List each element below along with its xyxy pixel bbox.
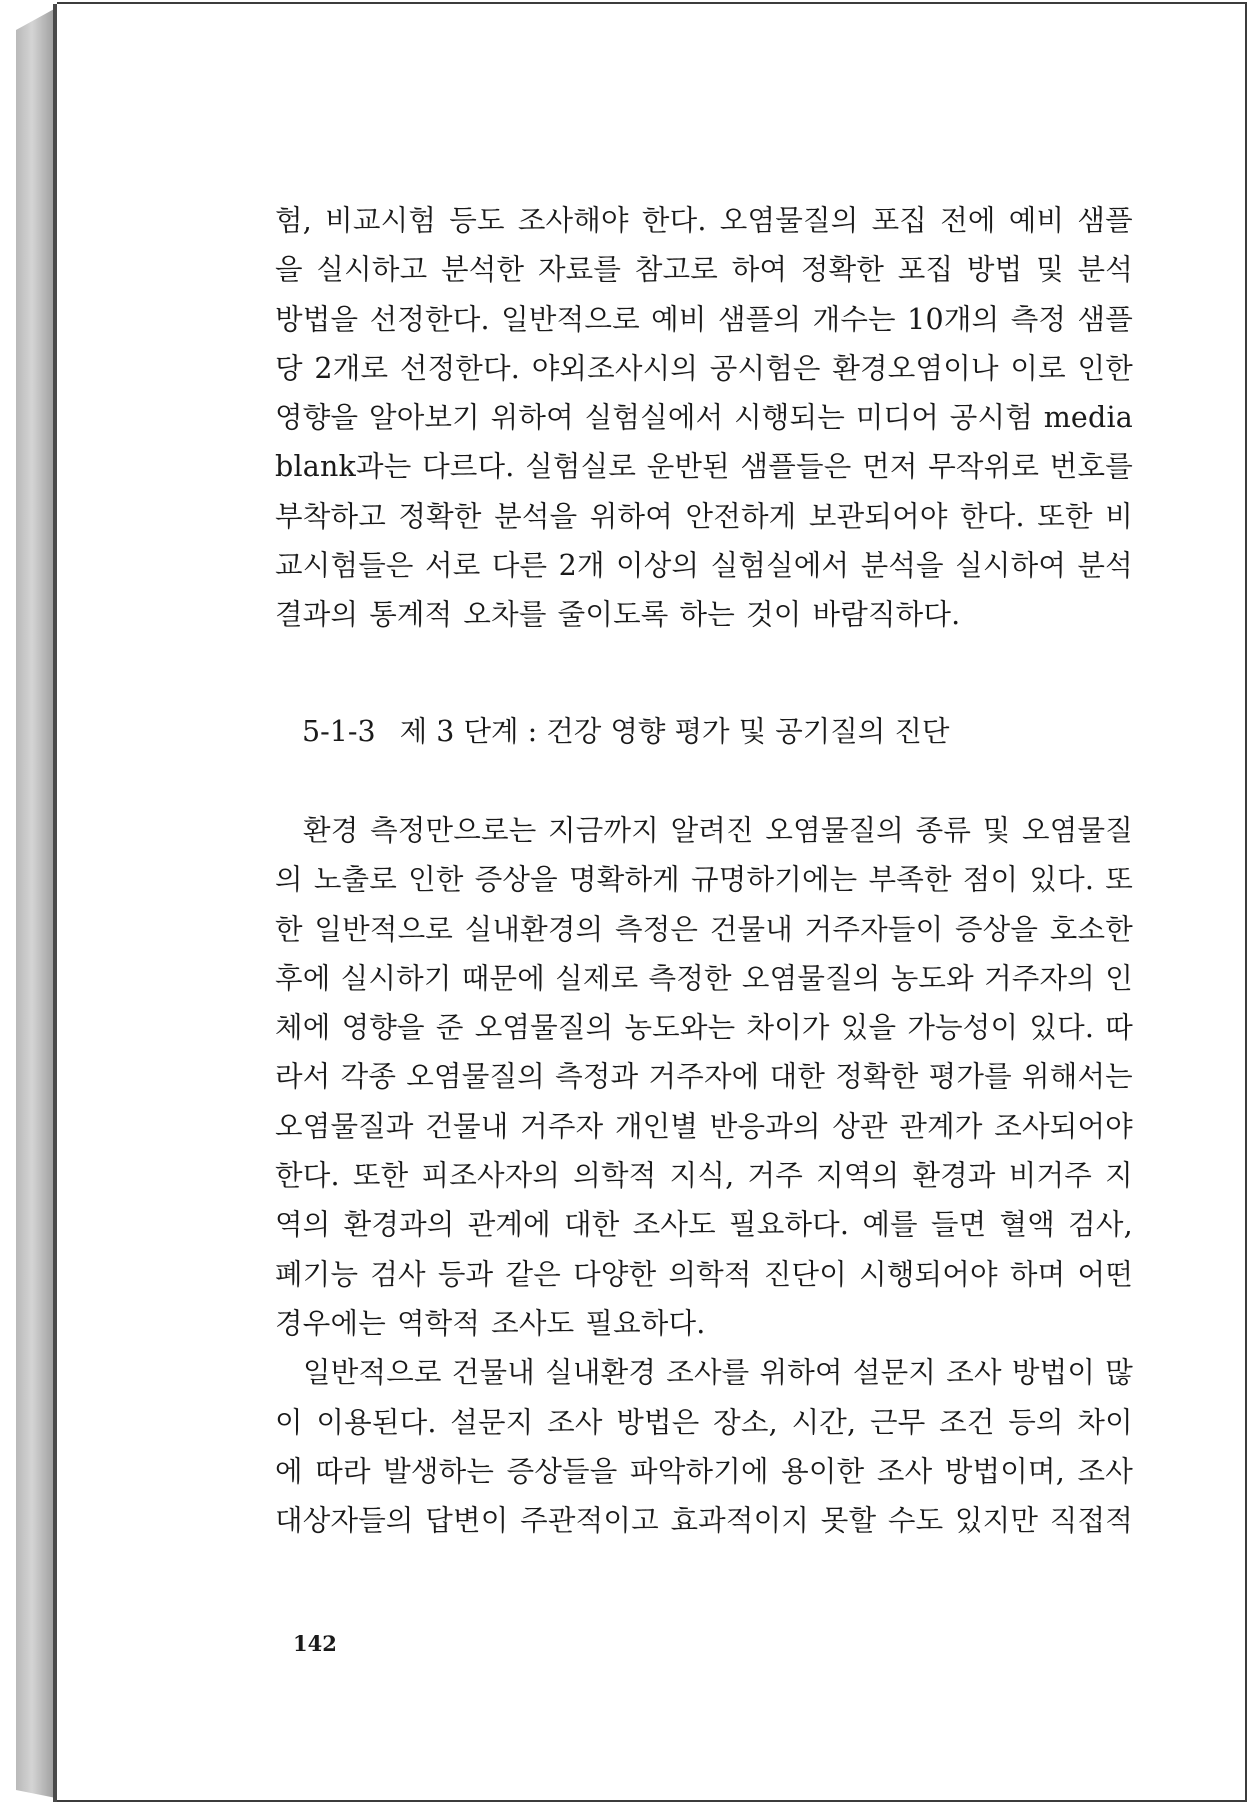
text-line: 부착하고 정확한 분석을 위하여 안전하게 보관되어야 한다. 또한 비 — [275, 499, 1133, 533]
text-line: 경우에는 역학적 조사도 필요하다. — [275, 1306, 706, 1340]
text-line: 방법을 선정한다. 일반적으로 예비 샘플의 개수는 10개의 측정 샘플 — [275, 302, 1133, 336]
paragraph-2 — [275, 806, 1133, 1545]
text-line: 을 실시하고 분석한 자료를 참고로 하여 정확한 포집 방법 및 분석 — [275, 253, 1133, 287]
section-heading — [302, 710, 949, 754]
text-line: 체에 영향을 준 오염물질의 농도와는 차이가 있을 가능성이 있다. 따 — [275, 1011, 1133, 1045]
text-line: 일반적으로 건물내 실내환경 조사를 위하여 설문지 조사 방법이 많 — [303, 1356, 1133, 1390]
book-spine — [16, 8, 56, 1798]
text-line: 환경 측정만으로는 지금까지 알려진 오염물질의 종류 및 오염물질 — [303, 814, 1133, 847]
text-line: 이 이용된다. 설문지 조사 방법은 장소, 시간, 근무 조건 등의 차이 — [275, 1405, 1133, 1439]
text-line: 영향을 알아보기 위하여 실험실에서 시행되는 미디어 공시험 media — [275, 401, 1133, 435]
text-line: 당 2개로 선정한다. 야외조사시의 공시험은 환경오염이나 이로 인한 — [275, 351, 1133, 385]
text-line: 후에 실시하기 때문에 실제로 측정한 오염물질의 농도와 거주자의 인 — [275, 961, 1133, 995]
text-line: 교시험들은 서로 다른 2개 이상의 실험실에서 분석을 실시하여 분석 — [275, 549, 1133, 583]
section-number: 5-1-3 — [302, 715, 376, 748]
section-title: 제 3 단계 : 건강 영향 평가 및 공기질의 진단 — [399, 715, 950, 748]
text-line: blank과는 다르다. 실험실로 운반된 샘플들은 먼저 무작위로 번호를 — [275, 450, 1133, 484]
text-line: 폐기능 검사 등과 같은 다양한 의학적 진단이 시행되어야 하며 어떤 — [275, 1257, 1133, 1291]
text-line: 라서 각종 오염물질의 측정과 거주자에 대한 정확한 평가를 위해서는 — [275, 1060, 1133, 1094]
page-number: 142 — [293, 1631, 337, 1656]
text-line: 험, 비교시험 등도 조사해야 한다. 오염물질의 포집 전에 예비 샘플 — [275, 204, 1133, 237]
text-line: 의 노출로 인한 증상을 명확하게 규명하기에는 부족한 점이 있다. 또 — [275, 863, 1133, 897]
text-line: 한다. 또한 피조사자의 의학적 지식, 거주 지역의 환경과 비거주 지 — [275, 1159, 1133, 1193]
text-line: 한 일반적으로 실내환경의 측정은 건물내 거주자들이 증상을 호소한 — [275, 912, 1133, 946]
text-line: 역의 환경과의 관계에 대한 조사도 필요하다. 예를 들면 혈액 검사, — [275, 1208, 1133, 1242]
text-line: 오염물질과 건물내 거주자 개인별 반응과의 상관 관계가 조사되어야 — [275, 1109, 1133, 1143]
text-line: 결과의 통계적 오차를 줄이도록 하는 것이 바람직하다. — [275, 598, 961, 632]
text-line: 대상자들의 답변이 주관적이고 효과적이지 못할 수도 있지만 직접적 — [275, 1504, 1133, 1538]
text-line: 에 따라 발생하는 증상들을 파악하기에 용이한 조사 방법이며, 조사 — [275, 1454, 1133, 1488]
paragraph-1 — [275, 196, 1133, 640]
